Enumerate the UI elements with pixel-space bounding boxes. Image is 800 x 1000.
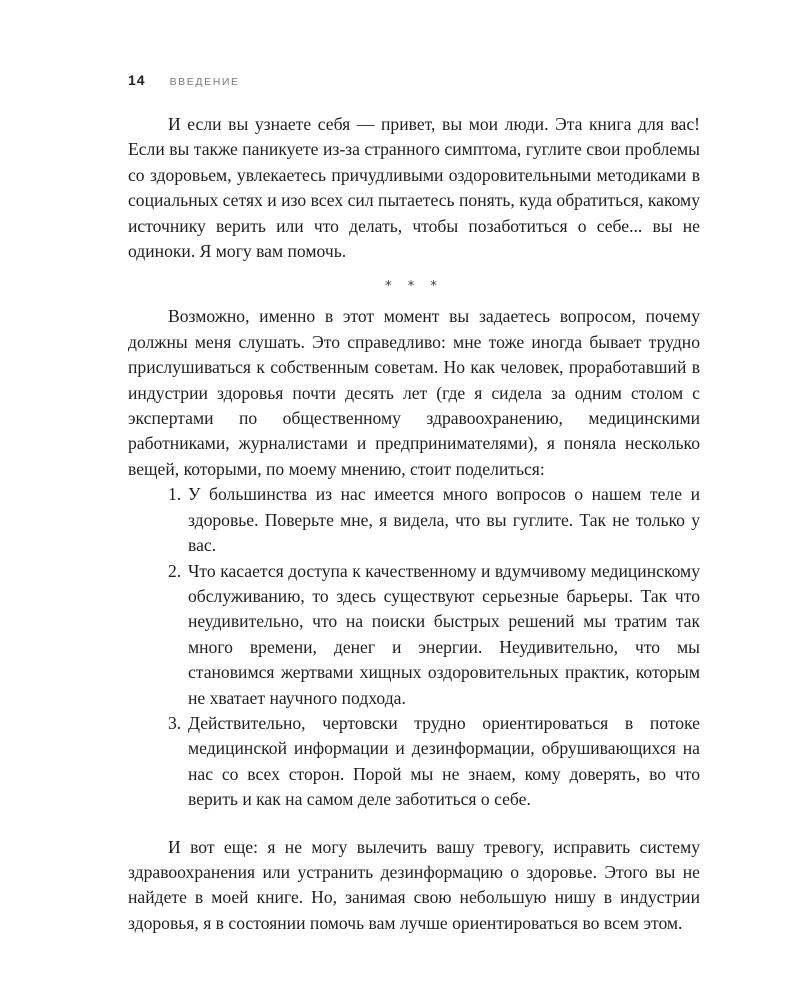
page-number: 14 bbox=[128, 72, 146, 88]
list-item-text: Что касается доступа к качественному и вдумчивому медицинскому обслуживанию, то здесь существуют серьезные барьеры. Так что неудивительно, что на поиски быстрых решений мы тратим так много времени, денег и энергии. Неудивительно, что мы становимся жертвами хищных оздоровительных практик, которым не хватает научного подхода. bbox=[188, 560, 700, 708]
section-separator: * * * bbox=[385, 279, 443, 295]
section-title: ВВЕДЕНИЕ bbox=[169, 76, 240, 88]
paragraph-closing: И вот еще: я не могу вылечить вашу тревогу, исправить систему здравоохранения или устранить дезинформацию о здоровье. Этого вы не найдете в моей книге. Но, занимая свою небольшую нишу в индустрии здоровья, я в состоянии помочь вам лучше ориентироваться во всем этом. bbox=[128, 836, 700, 933]
body-text bbox=[128, 112, 700, 936]
list-item-text: Действительно, чертовски трудно ориентироваться в потоке медицинской информации и дезинформации, обрушивающихся на нас со всех сторон. Порой мы не знаем, кому доверять, во что верить и как на самом деле заботиться о себе. bbox=[188, 712, 700, 810]
list-item bbox=[128, 482, 700, 558]
paragraph-intro: И если вы узнаете себя — привет, вы мои люди. Эта книга для вас! Если вы также паникуете из-за странного симптома, гуглите свои проблемы со здоровьем, увлекаетесь причудливыми оздоровительными методиками в социальных сетях и изо всех сил пытаетесь понять, куда обратиться, какому источнику верить или что делать, чтобы позаботиться о себе... вы не одиноки. Я могу вам помочь. bbox=[128, 114, 700, 262]
list-marker: 3. bbox=[168, 712, 182, 733]
list-item bbox=[128, 559, 700, 711]
list-marker: 1. bbox=[168, 484, 182, 505]
list-item bbox=[128, 711, 700, 813]
list-marker: 2. bbox=[168, 560, 182, 581]
numbered-list bbox=[128, 482, 700, 812]
paragraph-why-listen: Возможно, именно в этот момент вы задаетесь вопросом, почему должны меня слушать. Это справедливо: мне тоже иногда бывает трудно прислушиваться к собственным советам. Но как человек, проработавший в индустрии здоровья почти десять лет (где я сидела за одним столом с экспертами по общественному здравоохранению, медицинскими работниками, журналистами и предпринимателями), я поняла несколько вещей, которыми, по моему мнению, стоит поделиться: bbox=[128, 306, 700, 479]
running-head bbox=[128, 72, 240, 88]
list-item-text: У большинства из нас имеется много вопросов о нашем теле и здоровье. Поверьте мне, я видела, что вы гуглите. Так не только у вас. bbox=[188, 484, 700, 556]
